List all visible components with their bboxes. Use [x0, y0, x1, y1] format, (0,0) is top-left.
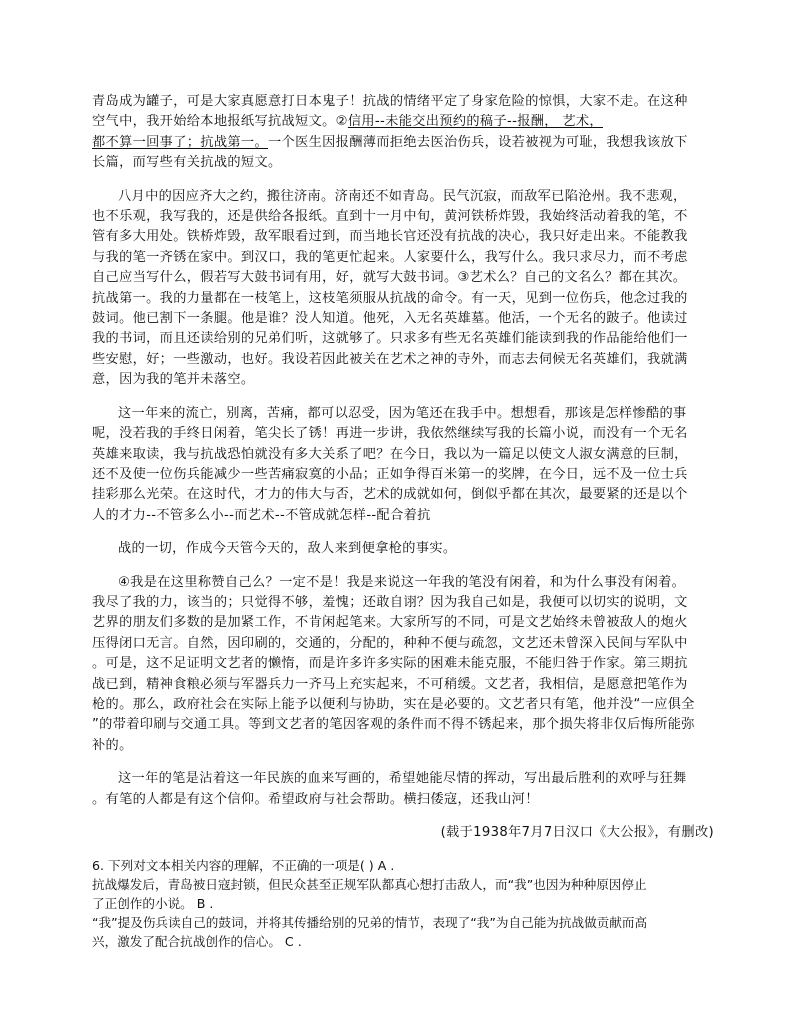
- text-line: 人的才力--不管多么小--而艺术--不管成就怎样--配合着抗: [92, 507, 431, 523]
- paragraph-5: [92, 769, 716, 810]
- paragraph-gap: [92, 843, 716, 856]
- paragraph-gap: [92, 810, 716, 823]
- text-line: 意，因为我的笔并未落空。: [92, 372, 255, 388]
- paragraph-gap: [92, 756, 716, 769]
- paragraph-2: [92, 187, 716, 391]
- text-line: 。可是，这不足证明文艺者的懒惰，而是许多许多实际的困难未能克服，不能归咎于作家。第三期抗: [92, 656, 688, 672]
- text-line: 也不乐观，我写我的，还是供给各报纸。直到十一月中旬，黄河铁桥炸毁，我始终活动着我的笔，不: [92, 209, 688, 225]
- option-a-line: 了正创作的小说。 B .: [92, 896, 214, 912]
- text-line: [92, 133, 716, 153]
- option-b-line: 兴，激发了配合抗战创作的信心。 C .: [92, 934, 302, 950]
- underlined-text: 信用--未能交出预约的稿子--报酬， 艺术，: [347, 114, 603, 130]
- text-line: 。有笔的人都是有这个信仰。希望政府与社会帮助。横扫倭寇，还我山河！: [92, 791, 539, 807]
- text-line: 英雄来取读，我与抗战恐怕就没有多大关系了吧？在今日，我以为一篇足以使文人淑女满意的巨制，: [92, 446, 688, 462]
- paragraph-1: [92, 92, 716, 174]
- text-line: 呢，没若我的手终日闲着，笔尖长了锈！再进一步讲，我依然继续写我的长篇小说，而没有一个无名: [92, 426, 688, 442]
- text-line: ”的带着印刷与交通工具。等到文艺者的笔因客观的条件而不得不锈起来，那个损失将非仅后悔所能弥: [92, 717, 695, 733]
- paragraph-4: [92, 573, 716, 757]
- document-page: [92, 92, 716, 951]
- paragraph-gap: [92, 174, 716, 187]
- text-line: 青岛成为罐子，可是大家真愿意打日本鬼子！抗战的情绪平定了身家危险的惊惧，大家不走。在这种: [92, 94, 688, 109]
- text-line: 艺界的朋友们多数的是加紧工作，不肯闲起笔来。大家所写的不同，可是文艺始终未曾被敌人的炮火: [92, 615, 688, 631]
- option-b-line: “我”提及伤兵读自己的鼓词，并将其传播给别的兄弟的情节，表现了“我”为自己能为抗战做贡献而高: [92, 915, 648, 931]
- text-line: 八月中的因应齐大之约，搬往济南。济南还不如青岛。民气沉寂，而敌军已陷沧州。我不悲观，: [118, 188, 687, 204]
- text-line: 挂彩那么光荣。在这时代，才力的伟大与否，艺术的成就如何，倒似乎都在其次，最要紧的还是以个: [92, 487, 688, 503]
- text-segment: 空气中，我开始给本地报纸写抗战短文。②: [92, 114, 348, 130]
- paragraph-gap: [92, 526, 716, 539]
- text-segment: [92, 114, 603, 129]
- text-line: 枪的。那么，政府社会在实际上能予以便利与协助，实在是必要的。文艺者只有笔，他并没“一应俱全: [92, 696, 695, 712]
- text-line: 这一年来的流亡，别离，苦痛，都可以忍受，因为笔还在我手中。想想看，那该是怎样惨酷的事: [118, 405, 687, 421]
- text-line: 这一年的笔是沾着这一年民族的血来写画的，希望她能尽情的挥动，写出最后胜利的欢呼与狂舞: [118, 771, 687, 787]
- underlined-text: 都不算一回事了；抗战第一。: [92, 134, 268, 150]
- paragraph-gap: [92, 391, 716, 404]
- option-a-line: 抗战爆发后，青岛被日寇封锁，但民众甚至正规军队都真心想打击敌人，而“我”也因为种种原因停止: [92, 877, 647, 893]
- text-line: 管有多大用处。铁桥炸毁，敌军眼看过到，而当地长官还没有抗战的决心，我只好走出来。不能教我: [92, 229, 688, 245]
- text-line: 我的书词，而且还读给别的兄弟们听，这就够了。只求多有些无名英雄们能读到我的作品能给他们一: [92, 331, 688, 347]
- text-line: 还不及使一位伤兵能减少一些苦痛寂寞的小品；正如争得百米第一的奖牌，在今日，远不及一位士兵: [92, 466, 688, 482]
- text-line: 自己应当写什么，假若写大鼓书词有用，好，就写大鼓书词。③艺术么？自己的文名么？都在其次。: [92, 270, 687, 286]
- source-citation: (载于1938年7月7日汉口《大公报》，有删改): [440, 825, 714, 840]
- question-block: [92, 856, 716, 951]
- paragraph-gap: [92, 560, 716, 573]
- text-line: 长篇，而写些有关抗战的短文。: [92, 155, 282, 171]
- text-line: 补的。: [92, 737, 133, 753]
- text-line: 战已到，精神食粮必须与军器兵力一齐马上充实起来，不可稍缓。文艺者，我相信，是愿意把笔作为: [92, 676, 688, 692]
- text-line: 压得闭口无言。自然，因印刷的，交通的，分配的，种种不便与疏忽，文艺还未曾深入民间与军队中: [92, 635, 688, 651]
- text-line: 战的一切，作成今天管今天的，敌人来到便拿枪的事实。: [118, 541, 457, 557]
- text-line: 鼓词。他已割下一条腿。他是谁？没人知道。他死，入无名英雄墓。他活，一个无名的跛子。他读过: [92, 311, 688, 327]
- text-line: [92, 112, 716, 132]
- text-line: 与我的笔一齐锈在家中。到汉口，我的笔更忙起来。人家要什么，我写什么。我只求尽力，而不考虑: [92, 249, 688, 265]
- text-segment: 一个医生因报酬薄而拒绝去医治伤兵，设若被视为可耻，我想我该放下: [268, 134, 688, 150]
- text-line: 些安慰，好；一些激动，也好。我设若因此被关在艺术之神的寺外，而志去伺候无名英雄们，我就满: [92, 351, 688, 367]
- text-line: 抗战第一。我的力量都在一枝笔上，这枝笔须服从抗战的命令。有一天，见到一位伤兵，他念过我的: [92, 290, 688, 306]
- text-line: ④我是在这里称赞自己么？一定不是！我是来说这一年我的笔没有闲着，和为什么事没有闲着。: [118, 574, 686, 590]
- text-line: 我尽了我的力，该当的；只觉得不够，羞愧；还敢自诩？因为我自己如是，我便可以切实的说明，文: [92, 594, 688, 610]
- question-stem: 6. 下列对文本相关内容的理解，不正确的一项是( ) A .: [92, 858, 395, 874]
- paragraph-3: [92, 404, 716, 526]
